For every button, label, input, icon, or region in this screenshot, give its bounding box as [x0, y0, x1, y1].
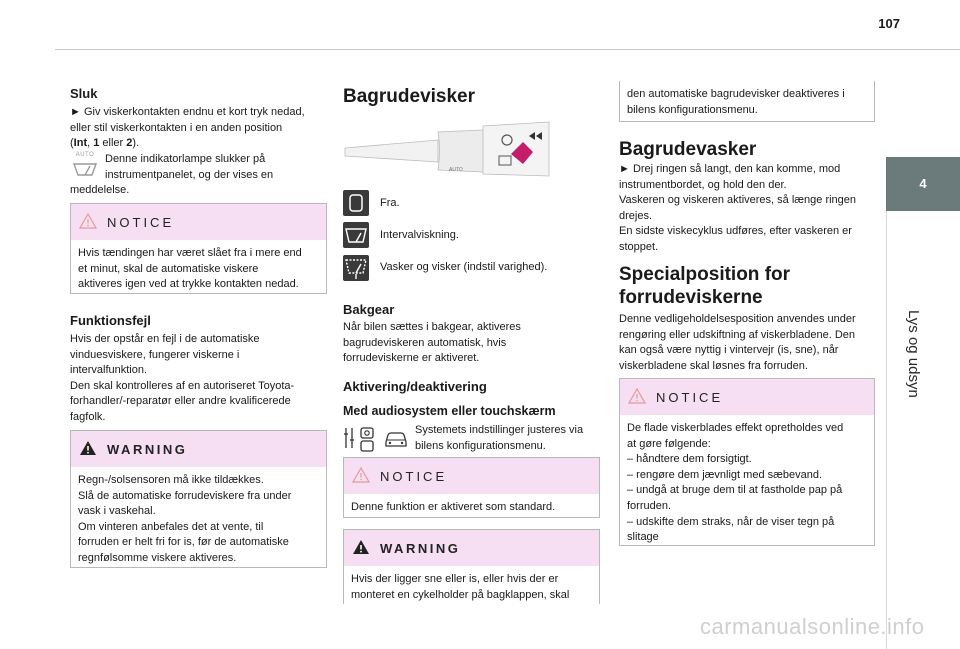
wiper-stalk-illustration: AUTO — [343, 112, 553, 182]
warning-box-2-continued: den automatiske bagrudevisker deaktiveres i bilens konfigurationsmenu. — [619, 81, 875, 122]
specialposition-paragraph: Denne vedligeholdelsesposition anvendes under rengøring eller udskiftning af viskerbladene. Den kan også være nyttig i vintervejr (is, sne), når viskerbladene skal løsnes fra forruden. — [619, 313, 856, 372]
audio-heading: Med audiosystem eller touchskærm — [343, 404, 556, 418]
warning-triangle-icon — [79, 440, 97, 459]
notice-triangle-icon — [352, 467, 370, 486]
bagrudevisker-heading: Bagrudevisker — [343, 86, 476, 107]
option-interval: Intervalviskning. — [380, 229, 459, 241]
chapter-tab: 4 — [886, 157, 960, 211]
header-rule — [55, 49, 960, 50]
option-washer: Vasker og visker (indstil varighed). — [380, 261, 548, 273]
chapter-title: Lys og udsyn — [905, 310, 922, 398]
sluk-heading: Sluk — [70, 86, 98, 101]
specialposition-heading: Specialposition for forrudeviskerne — [619, 264, 791, 308]
notice-title: NOTICE — [107, 214, 175, 230]
page-number: 107 — [878, 16, 900, 31]
rear-wiper-interval-icon — [343, 222, 369, 248]
audio-text: Systemets indstillinger justeres via bilens konfigurationsmenu. — [415, 424, 584, 452]
lamp-text: Denne indikatorlampe slukker på instrumentpanelet, og der vises en — [105, 153, 274, 181]
funktionsfejl-heading: Funktionsfejl — [70, 313, 151, 328]
aktivering-heading: Aktivering/deaktivering — [343, 379, 487, 394]
rear-washer-icon — [343, 255, 369, 281]
settings-menu-icon — [343, 424, 377, 454]
bagrudevasker-paragraph: ► Drej ringen så langt, den kan komme, mod instrumentbordet, og hold den der. Vaskeren og viskeren aktiveres, så længe ringen drejes. En sidste viskecyklus udføres, efter vaskeren er stoppet. — [619, 163, 857, 253]
warning-title: WARNING — [107, 441, 188, 457]
notice-box-1: NOTICE Hvis tændingen har været slået fra i mere end et minut, skal de automatiske viskere aktiveres igen ved at trykke kontakten nedad. — [70, 203, 327, 294]
auto-wiper-lamp-icon: AUTO — [71, 152, 99, 180]
notice-title: NOTICE — [380, 468, 448, 484]
bakgear-heading: Bakgear — [343, 302, 395, 317]
sluk-paragraph: ► Giv viskerkontakten endnu et kort tryk nedad, eller stil viskerkontakten i en anden position (Int, 1 eller 2). — [70, 106, 305, 150]
warning-box-2: WARNING Hvis der ligger sne eller is, eller hvis der er monteret en cykelholder på bagklappen, skal — [343, 529, 600, 604]
warning-box-1: WARNING Regn-/solsensoren må ikke tildækkes. Slå de automatiske forrudeviskere fra under vask i vaskehal. Om vinteren anbefales det at vente, til forruden er helt fri for is, før de automatiske regnfølsomme viskere aktiveres. — [70, 430, 327, 568]
bagrudevasker-heading: Bagrudevasker — [619, 139, 757, 160]
rear-wiper-off-icon — [343, 190, 369, 216]
notice-box-2: NOTICE Denne funktion er aktiveret som standard. — [343, 457, 600, 518]
bakgear-paragraph: Når bilen sættes i bakgear, aktiveres bagrudeviskeren automatisk, hvis forrudeviskerne er aktiveret. — [343, 321, 521, 365]
car-icon — [383, 428, 409, 450]
option-off: Fra. — [380, 197, 400, 209]
notice-triangle-icon — [79, 213, 97, 232]
watermark: carmanualsonline.info — [700, 614, 925, 639]
notice-box-3: NOTICE De flade viskerblades effekt opretholdes ved at gøre følgende: – håndtere dem forsigtigt. – rengøre dem jævnligt med sæbevand. – undgå at bruge dem til at fastholde pap på forruden. – udskifte dem straks, når de viser tegn på slitage — [619, 378, 875, 546]
side-rule — [886, 211, 887, 649]
warning-title: WARNING — [380, 540, 461, 556]
funktionsfejl-paragraph: Hvis der opstår en fejl i de automatiske vinduesviskere, fungerer viskerne i intervalfunktion. Den skal kontrolleres af en autoriseret Toyota- forhandler/-reparatør eller andre kvalificerede fagfolk. — [70, 333, 295, 423]
lamp-text-end: meddelelse. — [70, 184, 130, 196]
warning-triangle-icon — [352, 539, 370, 558]
notice-title: NOTICE — [656, 389, 724, 405]
notice-triangle-icon — [628, 388, 646, 407]
